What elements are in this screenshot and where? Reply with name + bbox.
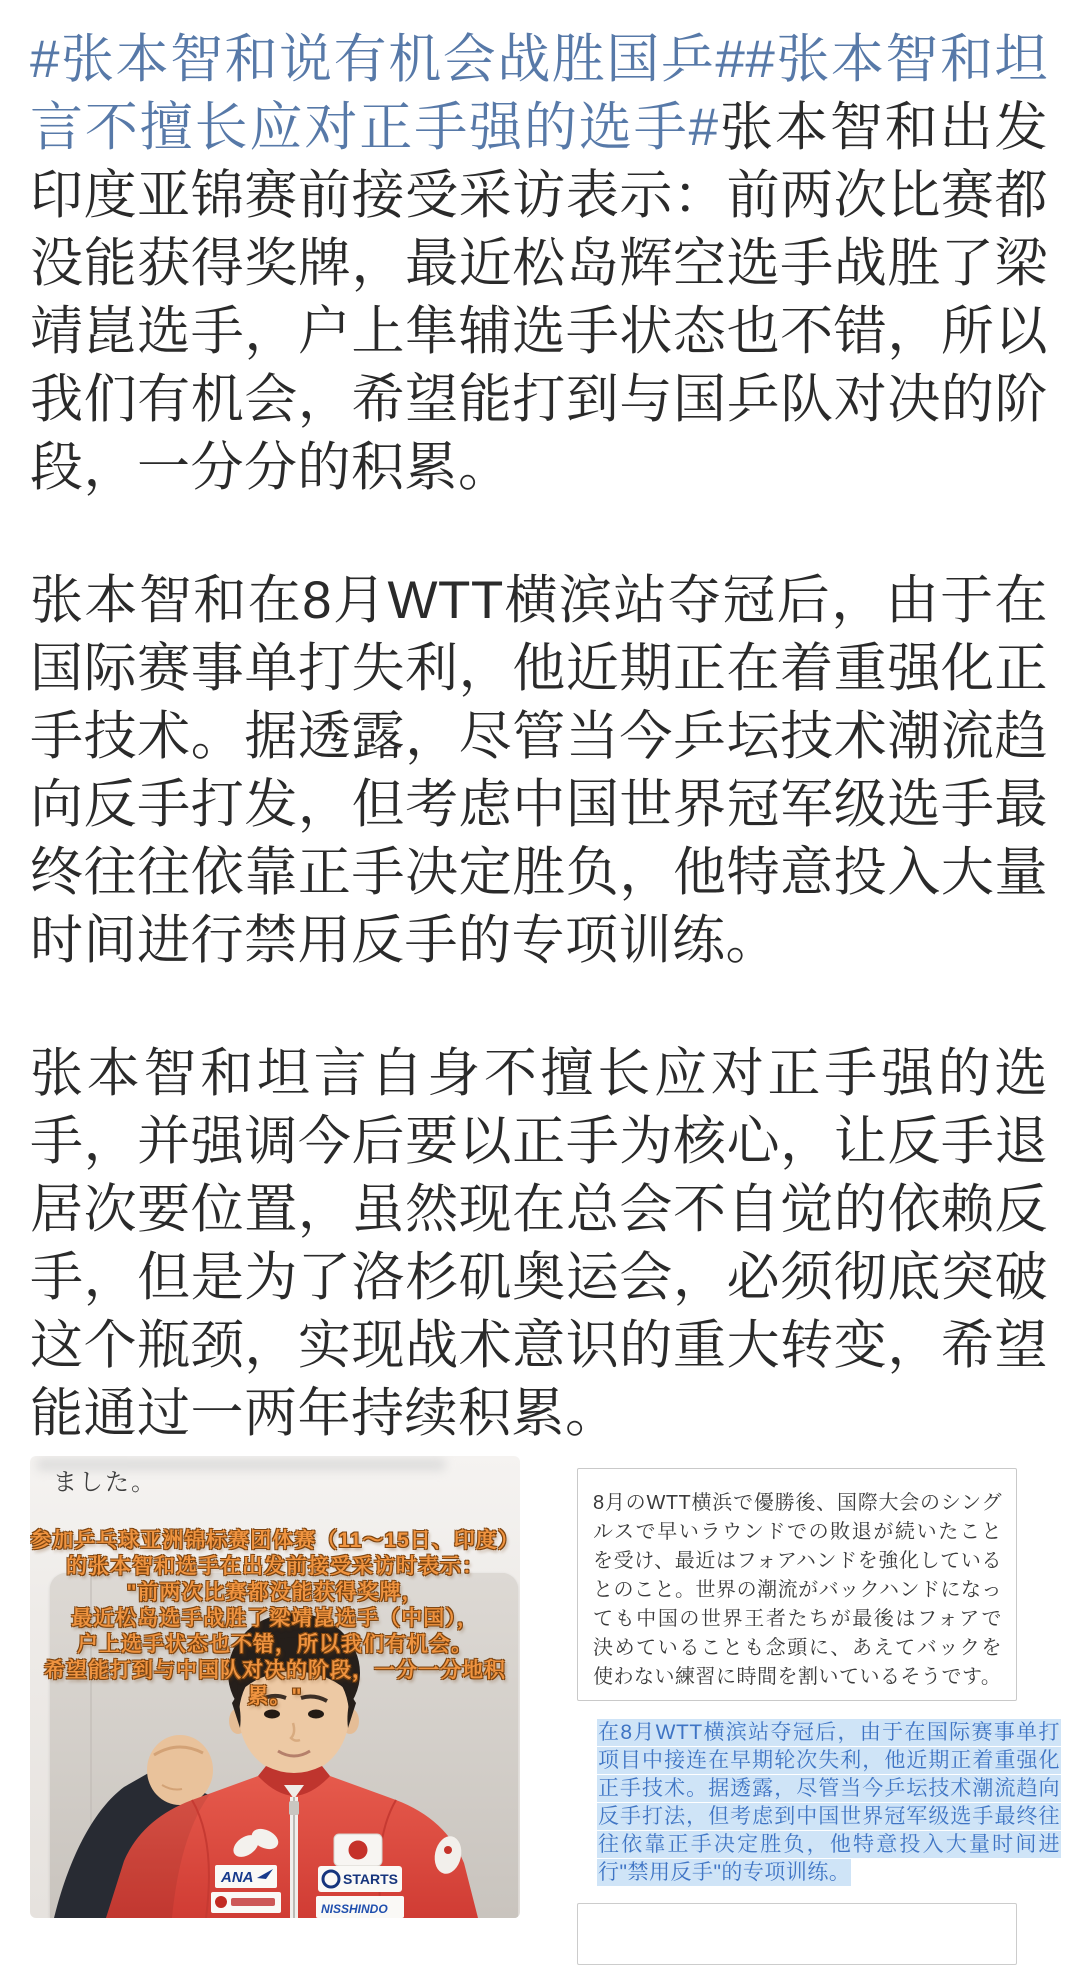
sponsor-patch (211, 1892, 281, 1913)
highlighted-translation-text: 在8月WTT横滨站夺冠后，由于在国际赛事单打项目中接连在早期轮次失利，他近期正着重强化正手技术。据透露，尽管当今乒坛技术潮流趋向反手打法，但考虑到中国世界冠军级选手最终往往依靠正手决定胜负，他特意投入大量时间进行"禁用反手"的专项训练。 (598, 1721, 1060, 1884)
svg-text:STARTS: STARTS (343, 1871, 398, 1887)
paragraph-1-text: 张本智和出发印度亚锦赛前接受采访表示：前两次比赛都没能获得奖牌，最近松岛辉空选手战胜了梁靖崑选手，户上隼辅选手状态也不错，所以我们有机会，希望能打到与国乒队对决的阶段，一分分的积累。 (30, 98, 1048, 497)
paragraph-3: 张本智和坦言自身不擅长应对正手强的选手，并强调今后要以正手为核心，让反手退居次要位置，虽然现在总会不自觉的依赖反手，但是为了洛杉矶奥运会，必须彻底突破这个瓶颈，实现战术意识的重大转变，希望能通过一两年持续积累。 (30, 1044, 1048, 1443)
svg-text:ANA: ANA (221, 1869, 254, 1886)
svg-text:NISSHINDO: NISSHINDO (321, 1902, 388, 1916)
paragraph-1 (30, 26, 1048, 502)
japanese-article-text: 8月のWTT横浜で優勝後、国際大会のシングルスで早いラウンドでの敗退が続いたことを受け、最近はフォアハンドを強化しているとのこと。世界の潮流がバックハンドになっても中国の世界王者たちが最後はフォアで決めていることも念頭に、あえてバックを使わない練習に時間を割いているそうです。 (593, 1492, 1002, 1688)
caption-line: 户上选手状态也不错，所以我们有机会。 (77, 1633, 473, 1656)
caption-line: 的张本智和选手在出发前接受采访时表示： (66, 1555, 484, 1578)
japanese-article-box (577, 1468, 1017, 1701)
eye (264, 1710, 280, 1719)
ana-logo (215, 1865, 277, 1888)
paragraph-2: 张本智和在8月WTT横滨站夺冠后，由于在国际赛事单打失利，他近期正在着重强化正手技术。据透露，尽管当今乒坛技术潮流趋向反手打发，但考虑中国世界冠军级选手最终往往依靠正手决定胜负，他特意投入大量时间进行禁用反手的专项训练。 (30, 571, 1048, 970)
eye (308, 1710, 324, 1719)
nisshindo-logo (316, 1896, 404, 1918)
caption-line: "前两次比赛都没能获得奖牌， (126, 1581, 424, 1604)
caption-line: 参加乒乓球亚洲锦标赛团体赛（11～15日、印度） (30, 1529, 520, 1552)
post-body (30, 26, 1048, 1448)
highlighted-translation (597, 1719, 1061, 1887)
caption-line: 希望能打到与中国队对决的阶段，一分一分地积累。" (44, 1659, 506, 1708)
japanese-fragment-text: ました。 (53, 1469, 157, 1496)
left-image-attachment[interactable] (30, 1456, 520, 1918)
caption-line: 最近松岛选手战胜了梁靖崑选手（中国）， (71, 1607, 479, 1630)
japan-flag-icon (334, 1834, 382, 1866)
attached-images-row (30, 1456, 1060, 1918)
starts-logo (318, 1866, 402, 1892)
caption-overlay (30, 1528, 520, 1710)
hashtag-link[interactable]: #张本智和说有机会战胜国乒##张本智和坦言不擅长应对正手强的选手# (30, 30, 1048, 157)
right-image-attachment[interactable] (577, 1456, 1060, 1918)
partial-bottom-box (577, 1903, 1017, 1965)
